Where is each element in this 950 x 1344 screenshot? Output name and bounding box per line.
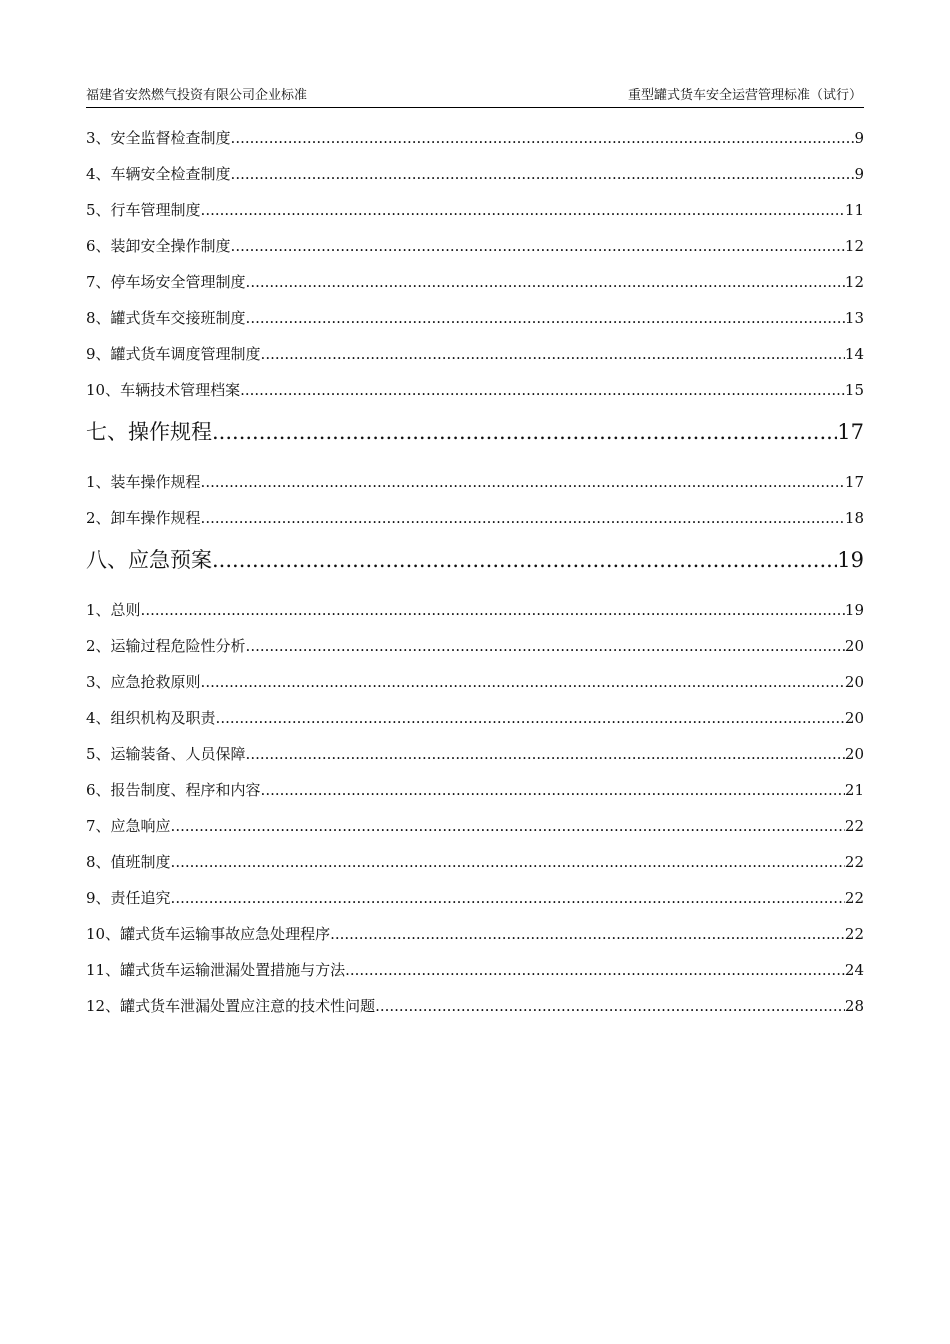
toc-entry-title: 5、运输装备、人员保障 (86, 745, 246, 763)
toc-dot-leader (375, 993, 845, 1019)
header-document-title: 重型罐式货车安全运营管理标准（试行） (627, 88, 862, 103)
toc-entry-title: 2、运输过程危险性分析 (86, 637, 246, 655)
header-company-standard: 福建省安然燃气投资有限公司企业标准 (86, 88, 308, 103)
table-of-contents (86, 125, 864, 1029)
toc-dot-leader (240, 377, 845, 403)
toc-dot-leader (171, 849, 845, 875)
toc-entry[interactable] (86, 377, 864, 413)
toc-entry[interactable] (86, 305, 864, 341)
toc-entry[interactable] (86, 993, 864, 1029)
toc-entry[interactable] (86, 813, 864, 849)
toc-dot-leader (212, 547, 837, 573)
toc-dot-leader (201, 669, 845, 695)
toc-entry[interactable] (86, 777, 864, 813)
toc-entry-page-number: 19 (844, 601, 864, 619)
toc-entry-title: 4、组织机构及职责 (86, 709, 216, 727)
toc-entry-page-number: 17 (844, 473, 864, 491)
toc-entry-page-number: 19 (837, 548, 864, 572)
toc-entry-page-number: 9 (854, 129, 864, 147)
toc-dot-leader (201, 469, 845, 495)
toc-dot-leader (345, 957, 845, 983)
toc-entry[interactable] (86, 505, 864, 541)
toc-dot-leader (246, 633, 845, 659)
toc-entry-title: 10、罐式货车运输事故应急处理程序 (86, 925, 331, 943)
toc-entry-page-number: 15 (844, 381, 864, 399)
toc-dot-leader (201, 505, 845, 531)
toc-entry-title: 8、值班制度 (86, 853, 171, 871)
toc-entry[interactable] (86, 705, 864, 741)
toc-entry[interactable] (86, 921, 864, 957)
toc-entry-title: 6、报告制度、程序和内容 (86, 781, 261, 799)
toc-entry-title: 5、行车管理制度 (86, 201, 201, 219)
toc-entry[interactable] (86, 341, 864, 377)
toc-entry[interactable] (86, 597, 864, 633)
toc-entry[interactable] (86, 849, 864, 885)
toc-entry-page-number: 12 (844, 273, 864, 291)
toc-entry-page-number: 20 (844, 745, 864, 763)
toc-dot-leader (261, 777, 845, 803)
toc-dot-leader (231, 161, 855, 187)
toc-entry-title: 9、罐式货车调度管理制度 (86, 345, 261, 363)
toc-entry[interactable] (86, 233, 864, 269)
toc-entry-title: 6、装卸安全操作制度 (86, 237, 231, 255)
toc-entry-title: 7、应急响应 (86, 817, 171, 835)
toc-dot-leader (212, 419, 837, 445)
toc-entry-title: 八、应急预案 (86, 548, 212, 572)
toc-entry[interactable] (86, 633, 864, 669)
toc-entry-page-number: 20 (844, 637, 864, 655)
toc-dot-leader (246, 269, 845, 295)
toc-entry-page-number: 11 (844, 201, 864, 219)
toc-entry-title: 10、车辆技术管理档案 (86, 381, 241, 399)
toc-entry-page-number: 22 (844, 889, 864, 907)
toc-entry[interactable] (86, 269, 864, 305)
toc-entry[interactable] (86, 125, 864, 161)
toc-entry-page-number: 12 (844, 237, 864, 255)
toc-entry-title: 12、罐式货车泄漏处置应注意的技术性问题 (86, 997, 376, 1015)
page-header (86, 87, 864, 108)
toc-chapter-entry[interactable] (86, 419, 864, 465)
toc-entry-page-number: 28 (844, 997, 864, 1015)
toc-entry[interactable] (86, 741, 864, 777)
toc-dot-leader (171, 885, 845, 911)
toc-dot-leader (246, 741, 845, 767)
toc-dot-leader (261, 341, 845, 367)
toc-entry-title: 七、操作规程 (86, 420, 212, 444)
toc-dot-leader (171, 813, 845, 839)
toc-entry-title: 8、罐式货车交接班制度 (86, 309, 246, 327)
toc-entry-page-number: 14 (844, 345, 864, 363)
toc-entry[interactable] (86, 669, 864, 705)
toc-entry-page-number: 18 (844, 509, 864, 527)
toc-chapter-entry[interactable] (86, 547, 864, 593)
toc-entry-title: 1、装车操作规程 (86, 473, 201, 491)
toc-entry-title: 1、总则 (86, 601, 141, 619)
toc-dot-leader (141, 597, 845, 623)
toc-entry[interactable] (86, 197, 864, 233)
toc-entry-title: 3、安全监督检查制度 (86, 129, 231, 147)
toc-entry-title: 9、责任追究 (86, 889, 171, 907)
toc-dot-leader (330, 921, 845, 947)
toc-entry-page-number: 13 (844, 309, 864, 327)
toc-entry-title: 4、车辆安全检查制度 (86, 165, 231, 183)
toc-entry-title: 7、停车场安全管理制度 (86, 273, 246, 291)
toc-dot-leader (231, 233, 845, 259)
toc-entry[interactable] (86, 161, 864, 197)
toc-entry-title: 11、罐式货车运输泄漏处置措施与方法 (86, 961, 346, 979)
toc-entry-title: 2、卸车操作规程 (86, 509, 201, 527)
toc-entry-page-number: 9 (854, 165, 864, 183)
toc-dot-leader (246, 305, 845, 331)
toc-dot-leader (231, 125, 855, 151)
toc-entry-page-number: 22 (844, 817, 864, 835)
toc-entry[interactable] (86, 469, 864, 505)
toc-dot-leader (201, 197, 845, 223)
toc-entry-page-number: 17 (837, 420, 864, 444)
toc-entry-page-number: 21 (844, 781, 864, 799)
toc-entry[interactable] (86, 957, 864, 993)
toc-entry-page-number: 24 (844, 961, 864, 979)
toc-entry-page-number: 22 (844, 853, 864, 871)
toc-entry-title: 3、应急抢救原则 (86, 673, 201, 691)
toc-entry-page-number: 20 (844, 673, 864, 691)
toc-entry-page-number: 20 (844, 709, 864, 727)
toc-entry-page-number: 22 (844, 925, 864, 943)
toc-dot-leader (216, 705, 845, 731)
toc-entry[interactable] (86, 885, 864, 921)
